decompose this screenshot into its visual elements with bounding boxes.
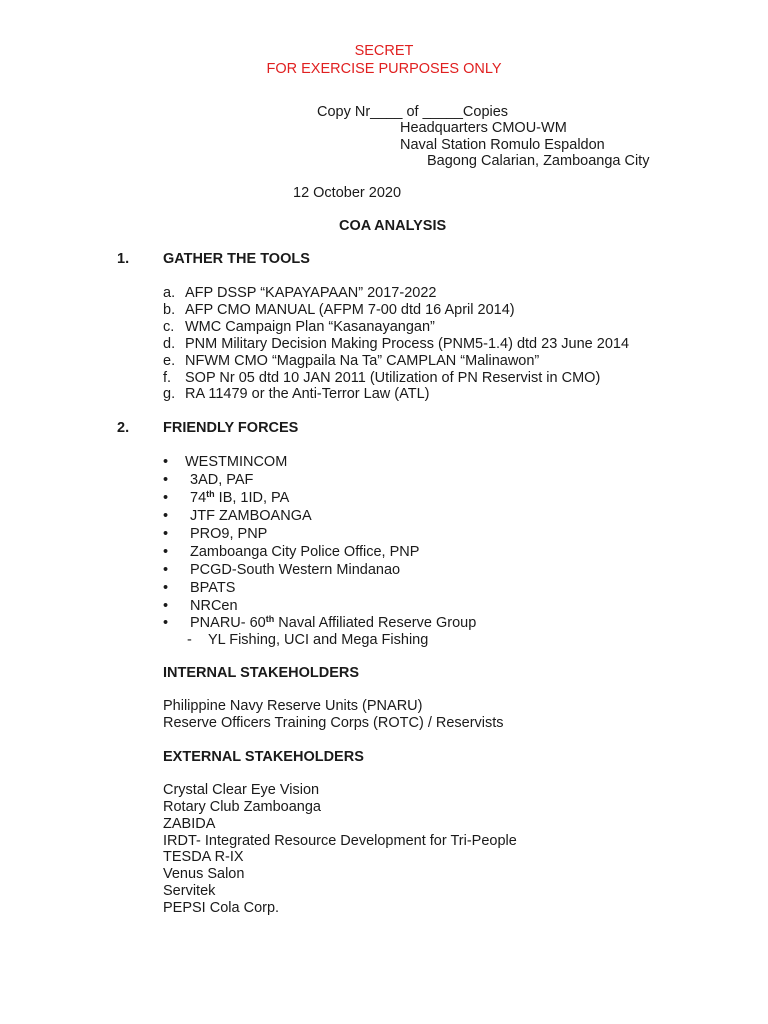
bullet-icon: • [163, 615, 169, 631]
list-item: Venus Salon [163, 866, 245, 882]
list-item: Rotary Club Zamboanga [163, 799, 321, 815]
list-item: SOP Nr 05 dtd 10 JAN 2011 (Utilization of PN Reservist in CMO) [185, 370, 601, 386]
list-item: TESDA R-IX [163, 849, 244, 865]
list-item: Reserve Officers Training Corps (ROTC) / Reservists [163, 715, 504, 731]
list-item: AFP DSSP “KAPAYAPAAN” 2017-2022 [185, 285, 437, 301]
sub-list-item: YL Fishing, UCI and Mega Fishing [208, 632, 429, 648]
classification-line-1: SECRET [354, 43, 414, 59]
list-item: AFP CMO MANUAL (AFPM 7-00 dtd 16 April 2014) [185, 302, 515, 318]
list-item: 74th IB, 1ID, PA [190, 489, 290, 506]
document-date: 12 October 2020 [293, 185, 402, 201]
list-marker: g. [163, 386, 176, 402]
bullet-icon: • [163, 580, 169, 596]
bullet-icon: • [163, 598, 169, 614]
list-item: 3AD, PAF [190, 472, 254, 488]
list-item: IRDT- Integrated Resource Development for Tri-People [163, 833, 517, 849]
sub-item-marker: - [187, 632, 192, 648]
bullet-icon: • [163, 562, 169, 578]
internal-stakeholders-heading: INTERNAL STAKEHOLDERS [163, 665, 360, 681]
list-item: PNARU- 60th Naval Affiliated Reserve Group [190, 614, 477, 631]
section-2-number: 2. [117, 420, 130, 436]
list-marker: e. [163, 353, 176, 369]
classification-line-2: FOR EXERCISE PURPOSES ONLY [266, 61, 502, 77]
section-1-number: 1. [117, 251, 130, 267]
list-item: Servitek [163, 883, 216, 899]
list-item: PEPSI Cola Corp. [163, 900, 280, 916]
bullet-icon: • [163, 454, 169, 470]
list-item: NFWM CMO “Magpaila Na Ta” CAMPLAN “Malinawon” [185, 353, 540, 369]
section-2-heading: FRIENDLY FORCES [163, 420, 299, 436]
list-item: WESTMINCOM [185, 454, 288, 470]
list-item: BPATS [190, 580, 236, 596]
list-item: Crystal Clear Eye Vision [163, 782, 320, 798]
headquarters-line: Headquarters CMOU-WM [400, 120, 567, 136]
list-marker: d. [163, 336, 176, 352]
location-line: Bagong Calarian, Zamboanga City [427, 153, 650, 169]
bullet-icon: • [163, 490, 169, 506]
list-item: ZABIDA [163, 816, 216, 832]
bullet-icon: • [163, 526, 169, 542]
list-item: PRO9, PNP [190, 526, 268, 542]
list-item: WMC Campaign Plan “Kasanayangan” [185, 319, 435, 335]
list-marker: c. [163, 319, 175, 335]
list-item: JTF ZAMBOANGA [190, 508, 312, 524]
list-marker: b. [163, 302, 176, 318]
bullet-icon: • [163, 508, 169, 524]
list-marker: f. [163, 370, 172, 386]
list-item: Philippine Navy Reserve Units (PNARU) [163, 698, 423, 714]
document-title: COA ANALYSIS [339, 218, 447, 234]
bullet-icon: • [163, 472, 169, 488]
external-stakeholders-heading: EXTERNAL STAKEHOLDERS [163, 749, 364, 765]
list-item: RA 11479 or the Anti-Terror Law (ATL) [185, 386, 430, 402]
list-item: Zamboanga City Police Office, PNP [190, 544, 420, 560]
section-1-heading: GATHER THE TOOLS [163, 251, 310, 267]
list-item: PCGD-South Western Mindanao [190, 562, 401, 578]
station-line: Naval Station Romulo Espaldon [400, 137, 605, 153]
copy-number-line: Copy Nr____ of _____Copies [317, 104, 509, 120]
list-item: NRCen [190, 598, 238, 614]
list-item: PNM Military Decision Making Process (PNM5-1.4) dtd 23 June 2014 [185, 336, 630, 352]
bullet-icon: • [163, 544, 169, 560]
list-marker: a. [163, 285, 176, 301]
